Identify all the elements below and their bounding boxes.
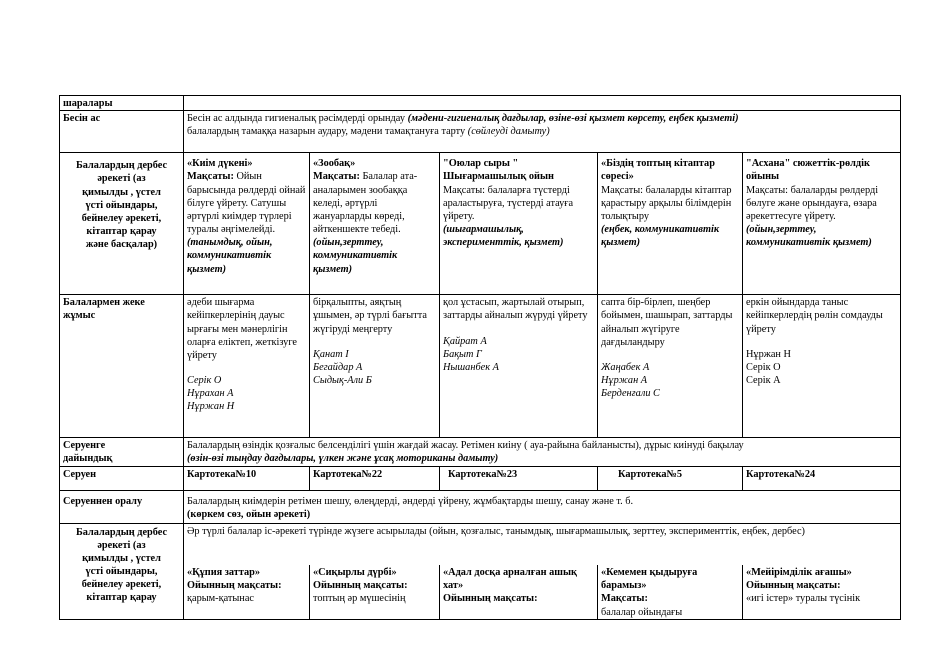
activity-cell-zoo: «Зообақ» Мақсаты: Балалар ата-аналарымен зообаққа келеді, әртүрлі жануарларды көреді, әйткеншекте тебеді. (ойын,зерттеу, коммуникативтік қызмет) bbox=[310, 153, 440, 295]
return-label: Серуеннен оралу bbox=[60, 490, 184, 523]
game-cell-secret-things: «Құпия заттар» Ойынның мақсаты: қарым-қатынас bbox=[184, 565, 310, 619]
game-cell-postcard: «Адал досқа арналған ашық хат» Ойынның мақсаты: bbox=[440, 565, 598, 619]
activity-cell-patterns: "Оюлар сыры " Шығармашылық ойын Мақсаты: балаларға түстерді араластыруға, түстерді атауға үйрету. (шығармашылық, эксперименттік, қызмет) bbox=[440, 153, 598, 295]
walk-card-1: Картотека№10 bbox=[184, 466, 310, 490]
snack-text-2-note: (сөйлеуді дамыту) bbox=[467, 126, 550, 138]
snack-text-2: балалардың тамаққа назарын аудару, мәдени тамақтануға тарту bbox=[187, 126, 468, 138]
independent-activity-row bbox=[60, 153, 901, 295]
snack-text-1: Бесін ас алдында гигиеналық рәсімдерді орындау bbox=[187, 113, 408, 125]
walk-row bbox=[60, 466, 901, 490]
snack-text-1-emphasis: (мәдени-гигиеналық дағдылар, өзіне-өзі қызмет көрсету, еңбек қызметі) bbox=[407, 113, 739, 125]
game-cell-kindness-tree: «Мейірімділік ағашы» Ойынның мақсаты: «игі істер» туралы түсінік bbox=[743, 565, 901, 619]
independent-activity-2-label: Балалардың дербес әрекеті (аз қимылды , үстел үсті ойындары, бейнелеу әрекеті, кітаптар қарау bbox=[60, 523, 184, 619]
independent-activity-2-row bbox=[60, 523, 901, 565]
individual-work-row bbox=[60, 295, 901, 438]
walk-prep-label: Серуенге дайындық bbox=[60, 438, 184, 466]
individual-cell-1: әдеби шығарма кейіпкерлерінің дауыс ырғағы мен мәнерлігін оларға еліктеп, жеткізуге үйрету Серік О Нұрахан А Нұржан Н bbox=[184, 295, 310, 438]
daily-plan-table bbox=[59, 95, 901, 620]
walk-label: Серуен bbox=[60, 466, 184, 490]
independent-activity-2-games-row bbox=[60, 565, 901, 619]
header-empty-cell bbox=[184, 96, 901, 111]
walk-prep-row bbox=[60, 438, 901, 466]
individual-work-label: Балалармен жеке жұмыс bbox=[60, 295, 184, 438]
activity-cell-bookshelf: «Біздің топтың кітаптар сөресі» Мақсаты: балаларды кітаптар қарастыру арқылы білімдерін толықтыру (еңбек, коммуникативтік қызмет) bbox=[598, 153, 743, 295]
walk-card-2: Картотека№22 bbox=[310, 466, 440, 490]
afternoon-snack-row bbox=[60, 111, 901, 153]
header-label: шаралары bbox=[60, 96, 184, 111]
individual-cell-2: бірқалыпты, аяқтың ұшымен, әр түрлі бағытта жүгіруді меңгерту Қанат І Бегайдар А Сыдық-Али Б bbox=[310, 295, 440, 438]
independent-activity-2-description: Әр түрлі балалар іс-әрекеті түрінде жүзеге асырылады (ойын, қозғалыс, танымдық, шығармашылық, зерттеу, эксперименттік, еңбек, дербес) bbox=[184, 523, 901, 565]
afternoon-snack-label: Бесін ас bbox=[60, 111, 184, 153]
individual-cell-3: қол ұстасып, жартылай отырып, заттарды айналып жүруді үйрету Қайрат А Бақыт Г Нышанбек А bbox=[440, 295, 598, 438]
independent-activity-label: Балалардың дербес әрекеті (аз қимылды , үстел үсті ойындары, бейнелеу әрекеті, кітаптар қарау және басқалар) bbox=[60, 153, 184, 295]
individual-cell-5: еркін ойындарда таныс кейіпкерлердің рөлін сомдауды үйрету Нұржан Н Серік О Серік А bbox=[743, 295, 901, 438]
walk-prep-content: Балалардың өзіндік қозғалыс белсенділігі үшін жағдай жасау. Ретімен киіну ( ауа-райына байланысты), дұрыс киінуді бақылау (өзін-өзі тыңдау дағдылары, үлкен және ұсақ моториканы дамыту) bbox=[184, 438, 901, 466]
activity-cell-kitchen: "Асхана" сюжеттік-рөлдік ойыны Мақсаты: балаларды рөлдерді бөлуге және орындауға, өзара әрекеттесуге үйрету. (ойын,зерттеу, коммуникативтік қызмет) bbox=[743, 153, 901, 295]
walk-card-3: Картотека№23 bbox=[440, 466, 598, 490]
activity-cell-clothes-shop: «Киім дүкені» Мақсаты: Ойын барысында рөлдерді ойнай білуге үйрету. Сатушы әртүрлі киімдер түрлері туралы әңгімелейді. (танымдық, ойын, коммуникативтік қызмет) bbox=[184, 153, 310, 295]
return-row bbox=[60, 490, 901, 523]
afternoon-snack-content bbox=[184, 111, 901, 153]
walk-card-5: Картотека№24 bbox=[743, 466, 901, 490]
individual-cell-4: сапта бір-бірлеп, шеңбер бойымен, шашырап, заттарды айналып жүгіруге дағдыландыру Жаңабек А Нұржан А Берденғали С bbox=[598, 295, 743, 438]
return-content: Балалардың киімдерін ретімен шешу, өлеңдерді, әндерді үйрену, жұмбақтарды шешу, санау және т. б. (көркем сөз, ойын әрекеті) bbox=[184, 490, 901, 523]
header-row bbox=[60, 96, 901, 111]
game-cell-boat-trip: «Кемемен қыдыруға барамыз» Мақсаты: балалар ойындағы bbox=[598, 565, 743, 619]
walk-card-4: Картотека№5 bbox=[598, 466, 743, 490]
game-cell-magic-binoculars: «Сиқырлы дүрбі» Ойынның мақсаты: топтың әр мүшесінің bbox=[310, 565, 440, 619]
